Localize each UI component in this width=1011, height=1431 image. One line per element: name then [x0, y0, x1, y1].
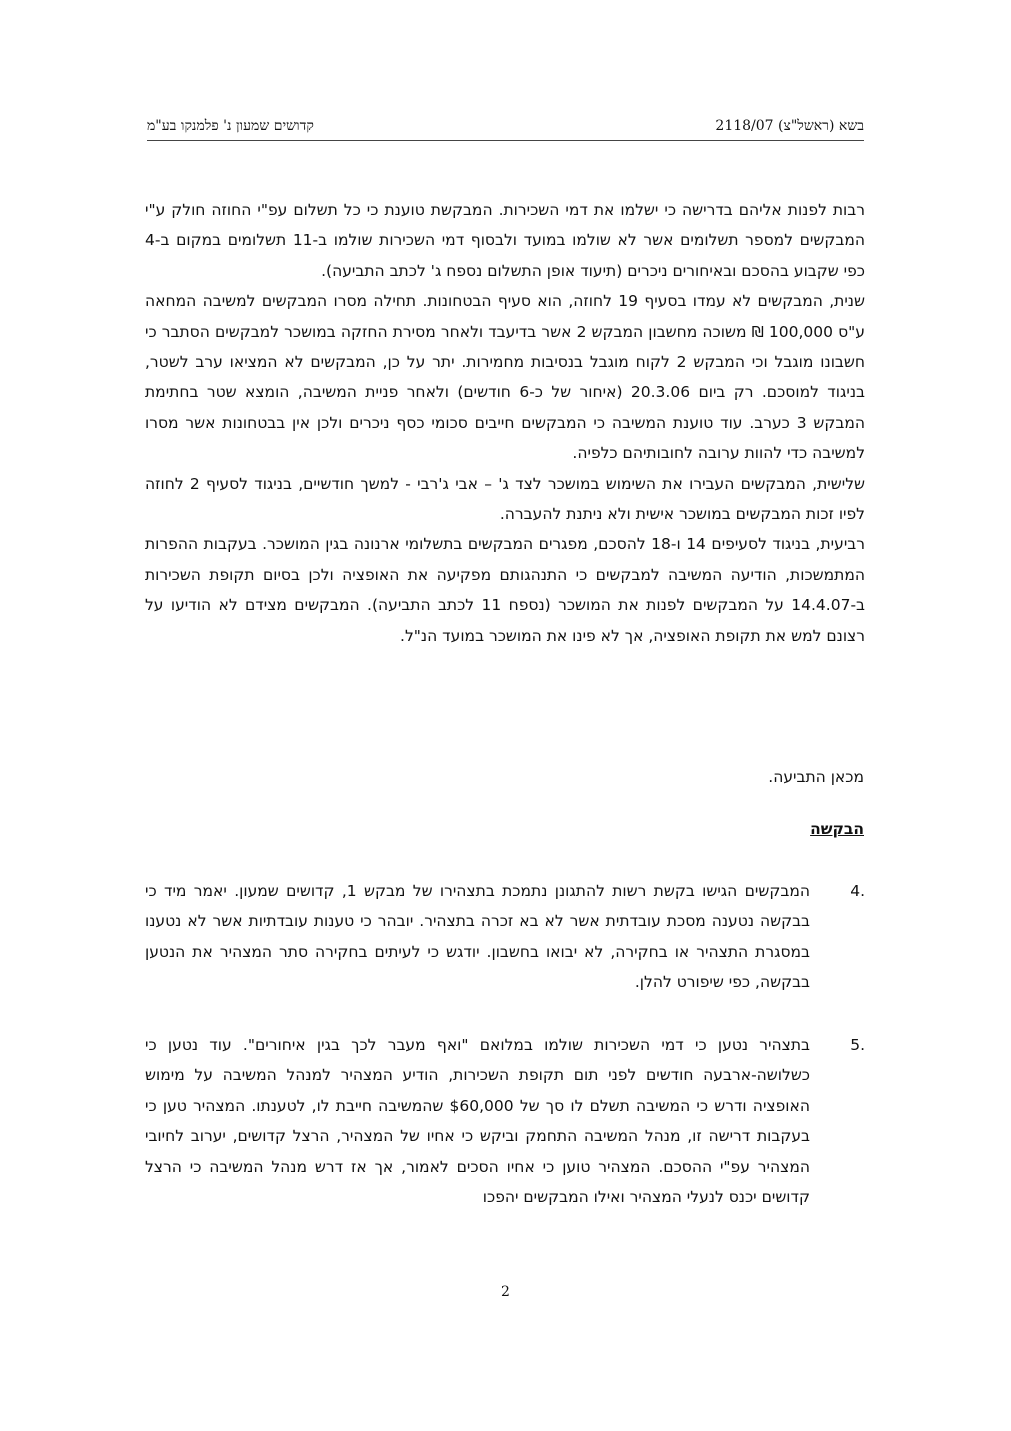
item-number: 4.	[850, 882, 865, 900]
case-number: בשא (ראשל"צ) 2118/07	[715, 118, 864, 134]
body-text	[145, 195, 865, 651]
case-parties: קדושים שמעון נ' פלמנקו בע"מ	[147, 118, 314, 134]
item-text: בתצהיר נטען כי דמי השכירות שולמו במלואם "ואף מעבר לכך בגין איחורים". עוד נטען כי כשלושה-ארבעה חודשים לפני תום תקופת השכירות, הודיע המצהיר למנהל המשיבה על מימוש האופציה ודרש כי המשיבה תשלם לו סך של $60,000 שהמשיבה חייבת לו, לטענתו. המצהיר טען כי בעקבות דרישה זו, מנהל המשיבה התחמק וביקש כי אחיו של המצהיר, הרצל קדושים, יערוב לחיובי המצהיר עפ"י ההסכם. המצהיר טוען כי אחיו הסכים לאמור, אך אז דרש מנהל המשיבה כי הרצל קדושים יכנס לנעלי המצהיר ואילו המבקשים יהפכו	[145, 1036, 810, 1207]
paragraph: רבות לפנות אליהם בדרישה כי ישלמו את דמי השכירות. המבקשת טוענת כי כל תשלום עפ"י החוזה חולק ע"י המבקשים למספר תשלומים אשר לא שולמו במועד ולבסוף דמי השכירות שולמו ב-11 תשלומים במקום ב-4 כפי שקבוע בהסכם ובאיחורים ניכרים (תיעוד אופן התשלום נספח ג' לכתב התביעה).	[145, 201, 865, 280]
closing-sentence: מכאן התביעה.	[768, 768, 864, 786]
paragraph: שנית, המבקשים לא עמדו בסעיף 19 לחוזה, הוא סעיף הבטחונות. תחילה מסרו המבקשים למשיבה המחאה ע"ס 100,000 ₪ משוכה מחשבון המבקש 2 אשר בדיעבד ולאחר מסירת החזקה במושכר למבקשים הסתבר כי חשבונו מוגבל וכי המבקש 2 לקוח מוגבל בנסיבות מחמירות. יתר על כן, המבקשים לא המציאו ערב לשטר, בניגוד למוסכם. רק ביום 20.3.06 (איחור של כ-6 חודשים) ולאחר פניית המשיבה, הומצא שטר בחתימת המבקש 3 כערב. עוד טוענת המשיבה כי המבקשים חייבים סכומי כסף ניכרים ולכן אין בבטחונות אשר מסרו למשיבה כדי להוות ערובה לחובותיהם כלפיה.	[145, 292, 865, 463]
numbered-item	[145, 1030, 865, 1212]
paragraph: שלישית, המבקשים העבירו את השימוש במושכר לצד ג' – אבי ג'רבי - למשך חודשיים, בניגוד לסעיף 2 לחוזה לפיו זכות המבקשים במושכר אישית ולא ניתנת להעברה.	[145, 474, 865, 524]
page-number: 2	[501, 1284, 510, 1300]
numbered-item	[145, 876, 865, 998]
item-number: 5.	[850, 1036, 865, 1054]
item-text: המבקשים הגישו בקשת רשות להתגונן נתמכת בתצהירו של מבקש 1, קדושים שמעון. יאמר מיד כי בבקשה נטענה מסכת עובדתית אשר לא בא זכרה בתצהיר. יובהר כי טענות עובדתיות אשר לא נטענו במסגרת התצהיר או בחקירה, לא יבואו בחשבון. יודגש כי לעיתים בחקירה סתר המצהיר את הנטען בבקשה, כפי שיפורט להלן.	[145, 882, 810, 992]
section-heading: הבקשה	[810, 820, 864, 838]
paragraph: רביעית, בניגוד לסעיפים 14 ו-18 להסכם, מפגרים המבקשים בתשלומי ארנונה בגין המושכר. בעקבות ההפרות המתמשכות, הודיעה המשיבה למבקשים כי התנהגותם מפקיעה את האופציה ולכן בסיום תקופת השכירות ב-14.4.07 על המבקשים לפנות את המושכר (נספח 11 לכתב התביעה). המבקשים מצידם לא הודיעו על רצונם למש את תקופת האופציה, אך לא פינו את המושכר במועד הנ"ל.	[145, 535, 866, 645]
page-header	[147, 118, 864, 141]
